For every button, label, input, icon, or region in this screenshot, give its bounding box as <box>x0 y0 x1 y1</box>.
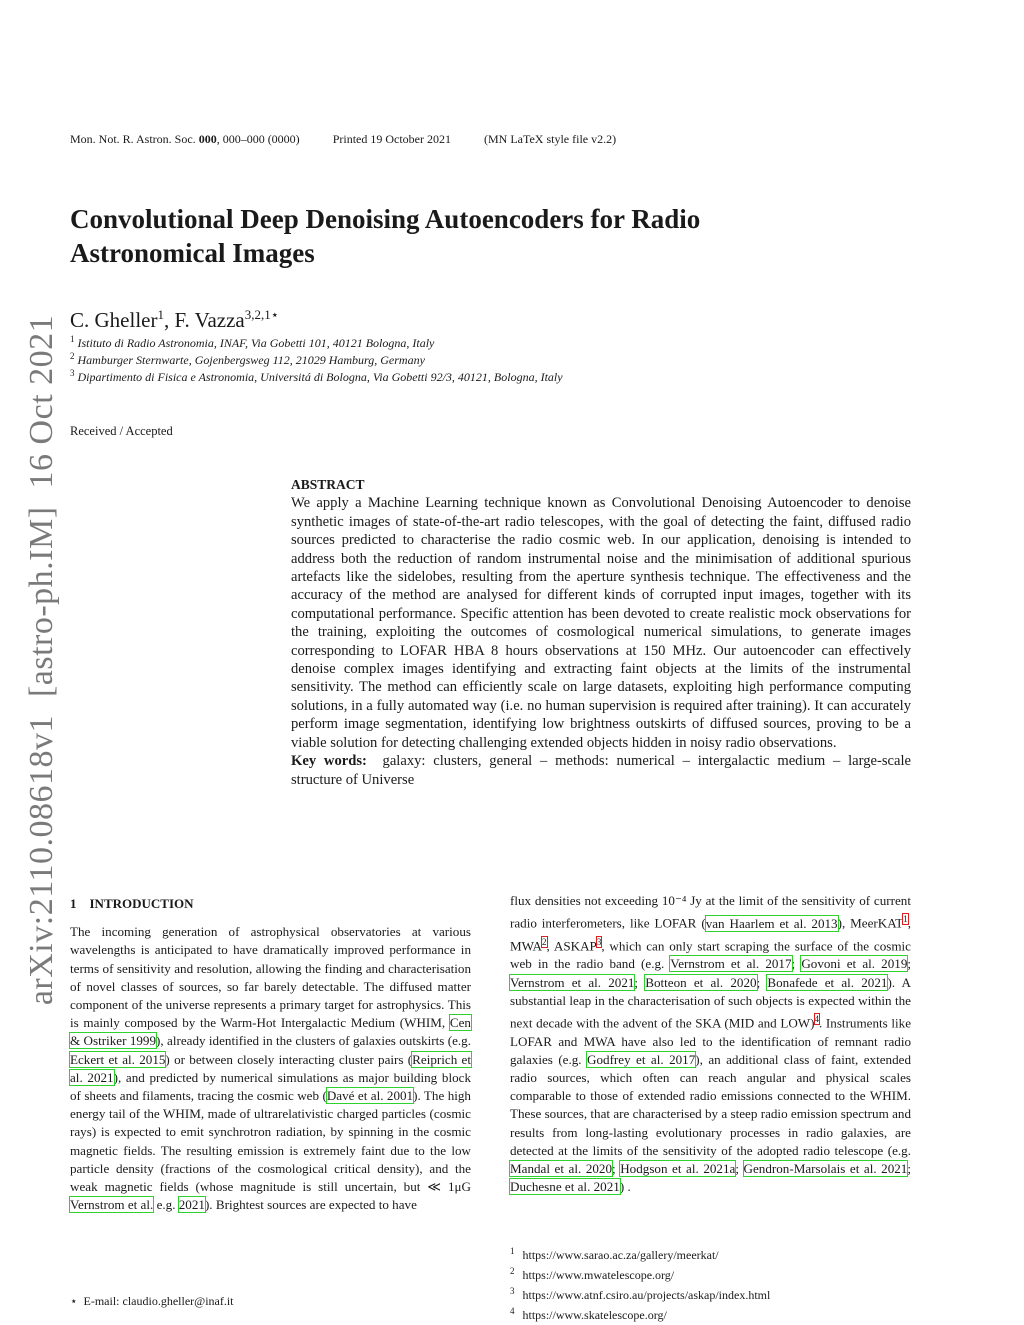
citation-link[interactable]: Eckert et al. 2015 <box>70 1051 166 1067</box>
running-header <box>70 132 646 147</box>
abstract-heading: ABSTRACT <box>291 477 365 492</box>
section-heading: 1 INTRODUCTION <box>70 896 194 911</box>
footnote-url[interactable]: https://www.mwatelescope.org/ <box>522 1268 675 1282</box>
citation-link[interactable]: Reiprich et al. 2021 <box>70 1051 471 1085</box>
footnote-link[interactable]: 3 <box>596 936 602 947</box>
paper-title: Convolutional Deep Denoising Autoencoders for Radio Astronomical Images <box>70 204 701 268</box>
citation-link[interactable]: Mandal et al. 2020 <box>510 1160 613 1176</box>
received-accepted: Received / Accepted <box>70 424 173 438</box>
citation-link[interactable]: Hodgson et al. 2021a <box>620 1160 736 1176</box>
citation-link[interactable]: Govoni et al. 2019 <box>801 956 908 972</box>
intro-paragraph: flux densities not exceeding 10⁻⁴ Jy at the limit of the sensitivity of current radio interferometers, like LOFAR (van Haarlem et al. 2013), MeerKAT$^1$, MWA$^2$, ASKAP$^3$, which can only start scraping the surface of the cosmic web in the radio band (e.g. Vernstrom et al. 2017; Govoni et al. 2019; Vernstrom et al. 2021; Botteon et al. 2020; Bonafede et al. 2021). A substantial leap in the characterisation of such objects is expected within the next decade with the advent of the SKA (MID and LOW)$^4$. Instruments like LOFAR and MWA have also led to the identification of remnant radio galaxies (e.g. Godfrey et al. 2017), an additional class of faint, extended radio sources, which often can reach angular and physical scales comparable to those of extended radio emissions connected to the WHIM. These sources, that are characterised by a steep radio emission spectrum and results from long-lasting evolutionary processes in radio galaxies, are detected at the limits of the sensitivity of the adopted radio telescope (e.g. Mandal et al. 2020; Hodgson et al. 2021a; Gendron-Marsolais et al. 2021; Duchesne et al. 2021) . <box>510 893 912 1195</box>
author-affil-marker: 1 <box>157 307 164 322</box>
citation-link[interactable]: Botteon et al. 2020 <box>645 974 757 990</box>
corresponding-email: ⋆ E-mail: claudio.gheller@inaf.it <box>70 1294 234 1308</box>
intro-paragraph: The incoming generation of astrophysical observatories at various wavelengths is anticipated to have dramatically improved performance in terms of sensitivity and resolution, allowing the finding and characterisation of novel classes of sources, so far barely detectable. The diffused matter component of the universe represents a primary target for astrophysics. This is mainly composed by the Warm-Hot Intergalactic Medium (WHIM, Cen & Ostriker 1999), already identified in the clusters of galaxies outskirts (e.g. Eckert et al. 2015) or between closely interacting cluster pairs (Reiprich et al. 2021), and predicted by numerical simulations as major building block of sheets and filaments, tracing the cosmic web (Davé et al. 2001). The high energy tail of the WHIM, made of ultrarelativistic charged particles (cosmic rays) is expected to emit synchrotron radiation, by spinning in the cosmic magnetic fields. The resulting emission is extremely faint due to the low particle density (fractions of the cosmological critical density), and the weak magnetic fields (whose magnitude is still uncertain, but ≪ 1μG Vernstrom et al. e.g. 2021). Brightest sources are expected to have <box>70 924 472 1213</box>
star-marker: ⋆ <box>70 1294 78 1308</box>
journal-ref: Mon. Not. R. Astron. Soc. 000, 000–000 (0000) <box>70 132 300 146</box>
affiliation: $^1$ Istituto di Radio Astronomia, INAF, Via Gobetti 101, 40121 Bologna, Italy <box>70 334 435 350</box>
footnote-link[interactable]: 2 <box>542 936 547 947</box>
footnote: $^2$ https://www.mwatelescope.org/ <box>510 1266 675 1282</box>
author-name: C. Gheller <box>70 308 158 332</box>
footnote-url[interactable]: https://www.atnf.csiro.au/projects/askap/index.html <box>522 1288 771 1302</box>
citation-link[interactable]: Duchesne et al. 2021 <box>510 1179 620 1195</box>
affiliation: $^2$ Hamburger Sternwarte, Gojenbergsweg 112, 21029 Hamburg, Germany <box>70 351 425 367</box>
footnote-url[interactable]: https://www.skatelescope.org/ <box>522 1308 667 1322</box>
citation-link[interactable]: Vernstrom et al. 2021 <box>510 974 635 990</box>
citation-link[interactable]: Bonafede et al. 2021 <box>767 974 888 990</box>
citation-link[interactable]: Vernstrom et al. <box>70 1197 154 1213</box>
citation-link[interactable]: Godfrey et al. 2017 <box>587 1051 696 1067</box>
footnote-url[interactable]: https://www.sarao.ac.za/gallery/meerkat/ <box>522 1248 719 1262</box>
citation-link[interactable]: van Haarlem et al. 2013 <box>705 915 838 931</box>
citation-link[interactable]: Vernstrom et al. 2017 <box>670 956 792 972</box>
citation-link[interactable]: Cen & Ostriker 1999 <box>70 1015 471 1049</box>
affiliation: $^3$ Dipartimento di Fisica e Astronomia, Universitá di Bologna, Via Gobetti 92/3, 40121, Bologna, Italy <box>70 368 563 384</box>
author-list: C. Gheller$^1$, F. Vazza$^{3,2,1⋆}$ <box>70 307 279 332</box>
footnote: $^1$ https://www.sarao.ac.za/gallery/meerkat/ <box>510 1246 719 1262</box>
author-name: F. Vazza <box>174 308 245 332</box>
footnote: $^3$ https://www.atnf.csiro.au/projects/askap/index.html <box>510 1286 771 1302</box>
intro-left-column <box>70 895 471 1214</box>
printed-date: Printed 19 October 2021 <box>332 132 451 146</box>
abstract-text: We apply a Machine Learning technique known as Convolutional Denoising Autoencoder to denoise synthetic images of state-of-the-art radio telescopes, with the goal of detecting the faint, diffused radio sources predicted to characterise the radio cosmic web. In our application, denoising is intended to address both the reduction of random instrumental noise and the minimisation of additional spurious artefacts like the sidelobes, resulting from the aperture synthesis technique. The effectiveness and the accuracy of the method are analysed for different kinds of corrupted input images, together with its computational performance. Specific attention has been devoted to create realistic mock observations for the training, exploiting the outcomes of cosmological numerical simulations, to generate images corresponding to LOFAR HBA 8 hours observations at 150 MHz. Our autoencoder can effectively denoise complex images identifying and extracting faint objects at the limits of the instrumental sensitivity. The method can efficiently scale on large datasets, exploiting high performance computing solutions, in a fully automated way (i.e. no human supervision is required after training). It can accurately perform image segmentation, identifying low brightness outskirts of diffused sources, proving to be a viable solution for detecting challenging extended objects hidden in noisy radio observations. <box>291 495 911 751</box>
keywords: Key words: galaxy: clusters, general – methods: numerical – intergalactic medium – large-scale structure of Universe <box>291 753 912 788</box>
citation-link[interactable]: Gendron-Marsolais et al. 2021 <box>743 1160 908 1176</box>
footnote-link[interactable]: 4 <box>814 1013 820 1024</box>
author-affil-marker: 3,2,1⋆ <box>244 307 279 322</box>
citation-link[interactable]: Davé et al. 2001 <box>326 1088 414 1104</box>
abstract <box>291 476 911 789</box>
footnote: $^4$ https://www.skatelescope.org/ <box>510 1306 667 1322</box>
citation-link[interactable]: 2021 <box>178 1197 205 1213</box>
footnote-link[interactable]: 1 <box>903 914 908 925</box>
style-note: (MN LaTeX style file v2.2) <box>484 132 617 146</box>
arxiv-id: arXiv:2110.08618v1 [astro-ph.IM] 16 Oct 2021 <box>23 314 60 1006</box>
footnotes <box>510 1243 770 1323</box>
intro-right-column <box>510 892 911 1196</box>
